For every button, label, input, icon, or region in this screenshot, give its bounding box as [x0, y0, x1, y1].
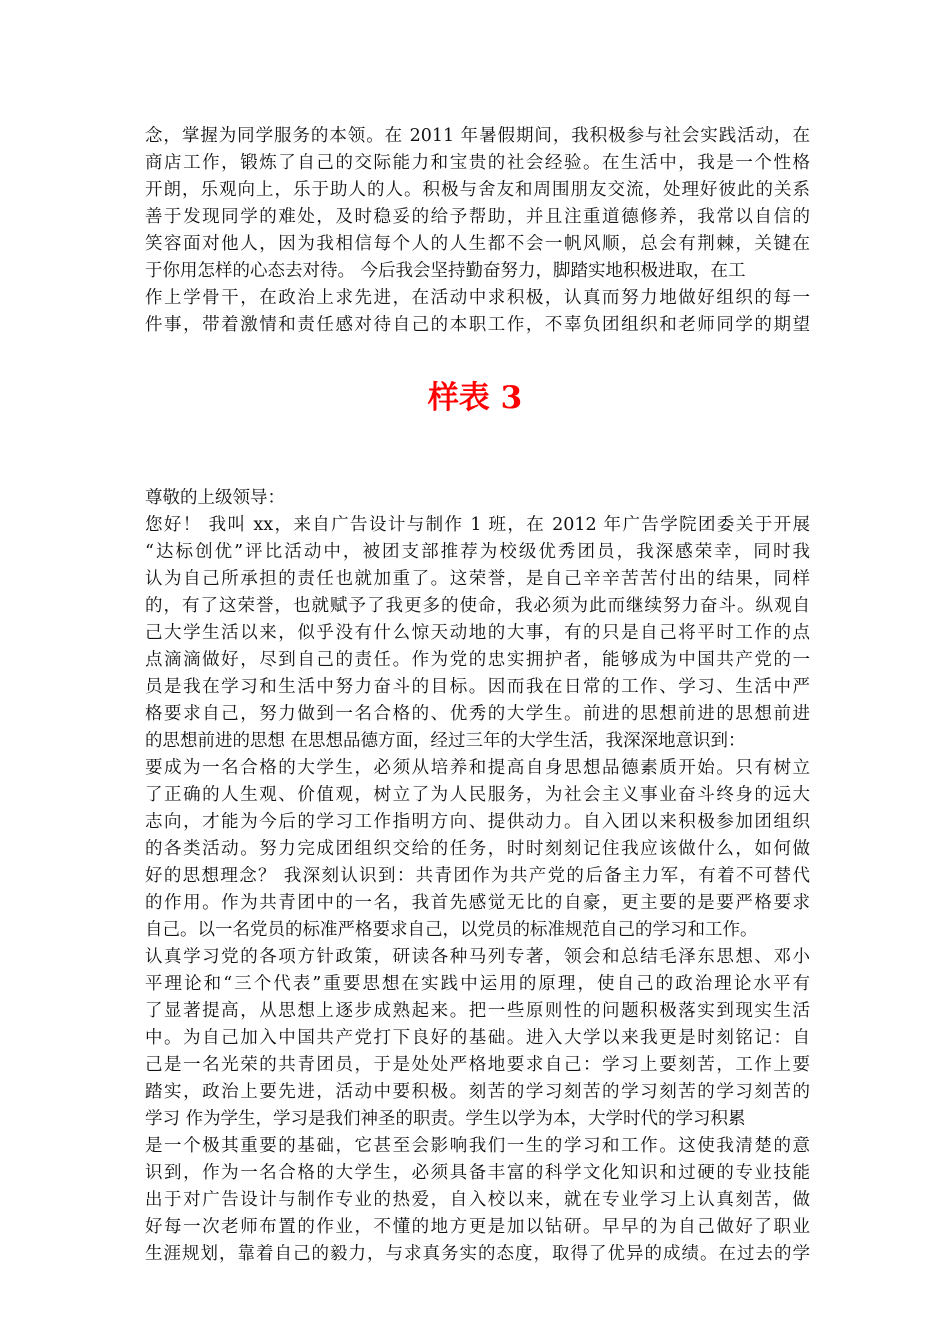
text-line: 平理论和“三个代表”重要思想在实践中运用的原理，使自己的政治理论水平有: [145, 974, 810, 994]
text-line: 认为自己所承担的责任也就加重了。这荣誉，是自己辛辛苦苦付出的结果，同样: [145, 569, 810, 589]
text-line: 件事，带着激情和责任感对待自己的本职工作，不辜负团组织和老师同学的期望: [145, 315, 810, 335]
letter-body: [145, 485, 810, 1268]
text-line: 自己。以一名党员的标准严格要求自己，以党员的标准规范自己的学习和工作。: [145, 920, 758, 940]
text-line: 尊敬的上级领导：: [145, 488, 285, 508]
text-line: “达标创优”评比活动中，被团支部推荐为校级优秀团员，我深感荣幸，同时我: [145, 542, 810, 562]
text-line: 作上学骨干，在政治上求先进，在活动中求积极，认真而努力地做好组织的每一: [145, 288, 810, 308]
text-line: 的，有了这荣誉，也就赋予了我更多的使命，我必须为此而继续努力奋斗。纵观自: [145, 596, 810, 616]
text-line: 踏实，政治上要先进，活动中要积极。刻苦的学习刻苦的学习刻苦的学习刻苦的: [145, 1082, 810, 1102]
text-line: 认真学习党的各项方针政策，研读各种马列专著，领会和总结毛泽东思想、邓小: [145, 947, 810, 967]
text-line: 中。为自己加入中国共产党打下良好的基础。进入大学以来我更是时刻铭记：自: [145, 1028, 810, 1048]
text-line: 点滴滴做好，尽到自己的责任。作为党的忠实拥护者，能够成为中国共产党的一: [145, 650, 810, 670]
text-line: 是一个极其重要的基础，它甚至会影响我们一生的学习和工作。这使我清楚的意: [145, 1136, 810, 1156]
text-line: 好每一次老师布置的作业，不懂的地方更是加以钻研。早早的为自己做好了职业: [145, 1217, 810, 1237]
text-line: 的各类活动。努力完成团组织交给的任务，时时刻刻记住我应该做什么，如何做: [145, 839, 810, 859]
text-line: 格要求自己，努力做到一名合格的、优秀的大学生。前进的思想前进的思想前进: [145, 704, 810, 724]
text-line: 好的思想理念？ 我深刻认识到：共青团作为共产党的后备主力军，有着不可替代: [145, 866, 810, 886]
text-line: 了显著提高，从思想上逐步成熟起来。把一些原则性的问题积极落实到现实生活: [145, 1001, 810, 1021]
text-line: 的思想前进的思想 在思想品德方面，经过三年的大学生活，我深深地意识到：: [145, 731, 746, 751]
text-line: 学习 作为学生，学习是我们神圣的职责。学生以学为本，大学时代的学习积累: [145, 1109, 746, 1129]
text-line: 出于对广告设计与制作专业的热爱，自入校以来，就在专业学习上认真刻苦，做: [145, 1190, 810, 1210]
text-line: 要成为一名合格的大学生，必须从培养和提高自身思想品德素质开始。只有树立: [145, 758, 810, 778]
text-line: 的作用。作为共青团中的一名，我首先感觉无比的自豪，更主要的是要严格要求: [145, 893, 810, 913]
text-line: 您好！ 我叫 xx，来自广告设计与制作 1 班，在 2012 年广告学院团委关于开展: [145, 515, 810, 535]
text-line: 开朗，乐观向上，乐于助人的人。积极与舍友和周围朋友交流，处理好彼此的关系: [145, 180, 810, 200]
text-line: 于你用怎样的心态去对待。 今后我会坚持勤奋努力，脚踏实地积极进取，在工: [145, 261, 746, 281]
text-line: 己大学生活以来，似乎没有什么惊天动地的大事，有的只是自己将平时工作的点: [145, 623, 810, 643]
top-paragraph: [145, 123, 810, 339]
text-line: 志向，才能为今后的学习工作指明方向、提供动力。自入团以来积极参加团组织: [145, 812, 810, 832]
text-line: 善于发现同学的难处，及时稳妥的给予帮助，并且注重道德修养，我常以自信的: [145, 207, 810, 227]
text-line: 了正确的人生观、价值观，树立了为人民服务，为社会主义事业奋斗终身的远大: [145, 785, 810, 805]
text-line: 念，掌握为同学服务的本领。在 2011 年暑假期间，我积极参与社会实践活动，在: [145, 126, 810, 146]
text-line: 员是我在学习和生活中努力奋斗的目标。因而我在日常的工作、学习、生活中严: [145, 677, 810, 697]
text-line: 笑容面对他人，因为我相信每个人的人生都不会一帆风顺，总会有荆棘，关键在: [145, 234, 810, 254]
section-title: 样表 3: [427, 380, 523, 416]
text-line: 生涯规划，靠着自己的毅力，与求真务实的态度，取得了优异的成绩。在过去的学: [145, 1244, 810, 1264]
text-line: 己是一名光荣的共青团员，于是处处严格地要求自己：学习上要刻苦，工作上要: [145, 1055, 810, 1075]
text-line: 商店工作，锻炼了自己的交际能力和宝贵的社会经验。在生活中，我是一个性格: [145, 153, 810, 173]
text-line: 识到，作为一名合格的大学生，必须具备丰富的科学文化知识和过硬的专业技能: [145, 1163, 810, 1183]
